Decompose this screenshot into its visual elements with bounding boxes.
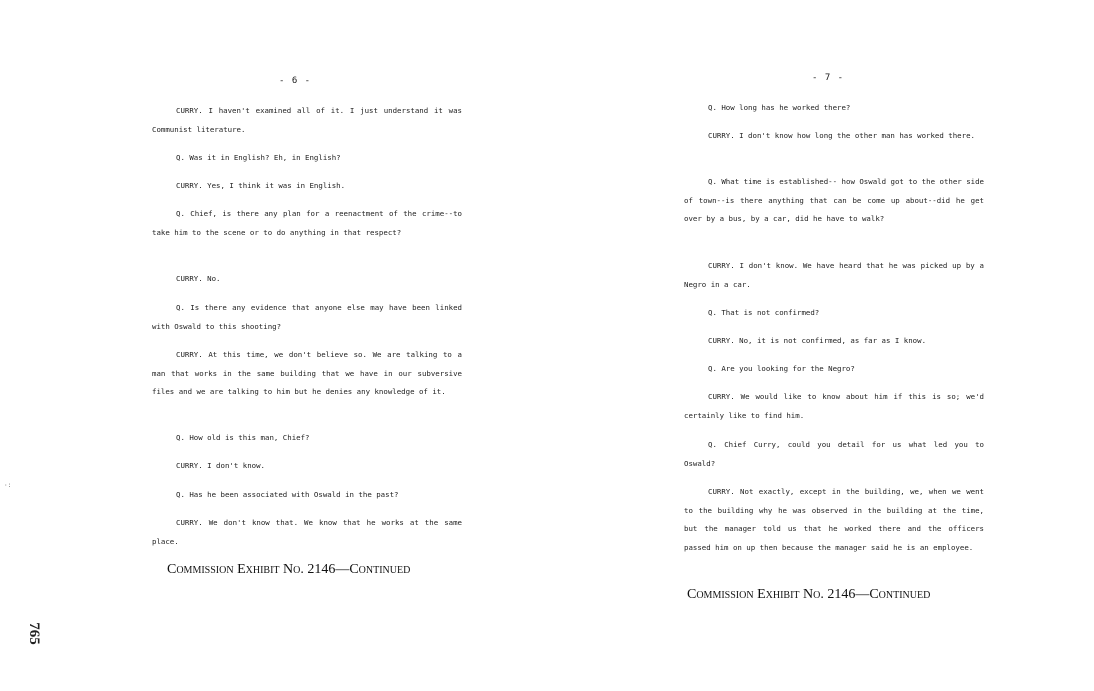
transcript-paragraph: Q. Are you looking for the Negro? xyxy=(708,364,855,373)
exhibit-caption: Commission Exhibit No. 2146—Continued xyxy=(687,587,931,602)
exhibit-caption: Commission Exhibit No. 2146—Continued xyxy=(167,562,411,577)
transcript-paragraph: CURRY. I don't know. We have heard that he was picked up by a Negro in a car. xyxy=(684,261,984,289)
transcript-paragraph: Q. Is there any evidence that anyone else may have been linked with Oswald to this shooting? xyxy=(152,303,462,331)
transcript-paragraph: CURRY. I haven't examined all of it. I just understand it was Communist literature. xyxy=(152,106,462,134)
transcript-paragraph: Q. What time is established-- how Oswald got to the other side of town--is there anything that can be come up about--did he get over by a bus, by a car, did he have to walk? xyxy=(684,177,984,224)
transcript-paragraph: Q. Was it in English? Eh, in English? xyxy=(176,153,341,162)
transcript-paragraph: CURRY. I don't know how long the other man has worked there. xyxy=(708,131,975,140)
transcript-paragraph: CURRY. No. xyxy=(176,274,221,283)
transcript-paragraph: Q. That is not confirmed? xyxy=(708,308,820,317)
side-page-number: 765 xyxy=(25,622,42,645)
transcript-paragraph: CURRY. Not exactly, except in the building, we, when we went to the building why he was observed in the building at the time, but the manager told us that he worked there and the officers passed him on up then because the manager said he is an employee. xyxy=(684,487,984,552)
transcript-paragraph: Q. Has he been associated with Oswald in the past? xyxy=(176,490,399,499)
left-page xyxy=(152,0,462,691)
right-page xyxy=(684,0,984,691)
margin-speck: ·: xyxy=(4,482,12,489)
transcript-paragraph: CURRY. No, it is not confirmed, as far as I know. xyxy=(708,336,927,345)
page-number: - 6 - xyxy=(279,76,312,86)
transcript-paragraph: CURRY. Yes, I think it was in English. xyxy=(176,181,346,190)
transcript-paragraph: Q. How long has he worked there? xyxy=(708,103,851,112)
transcript-paragraph: CURRY. We don't know that. We know that he works at the same place. xyxy=(152,518,462,546)
transcript-paragraph: Q. Chief, is there any plan for a reenactment of the crime--to take him to the scene or to do anything in that respect? xyxy=(152,209,462,237)
page-number: - 7 - xyxy=(812,73,845,83)
transcript-paragraph: Q. Chief Curry, could you detail for us what led you to Oswald? xyxy=(684,440,984,468)
transcript-paragraph: CURRY. We would like to know about him if this is so; we'd certainly like to find him. xyxy=(684,392,984,420)
transcript-paragraph: CURRY. At this time, we don't believe so. We are talking to a man that works in the same building that we have in our subversive files and we are talking to him but he denies any knowledge of it. xyxy=(152,350,462,397)
transcript-paragraph: Q. How old is this man, Chief? xyxy=(176,433,310,442)
transcript-paragraph: CURRY. I don't know. xyxy=(176,461,265,470)
